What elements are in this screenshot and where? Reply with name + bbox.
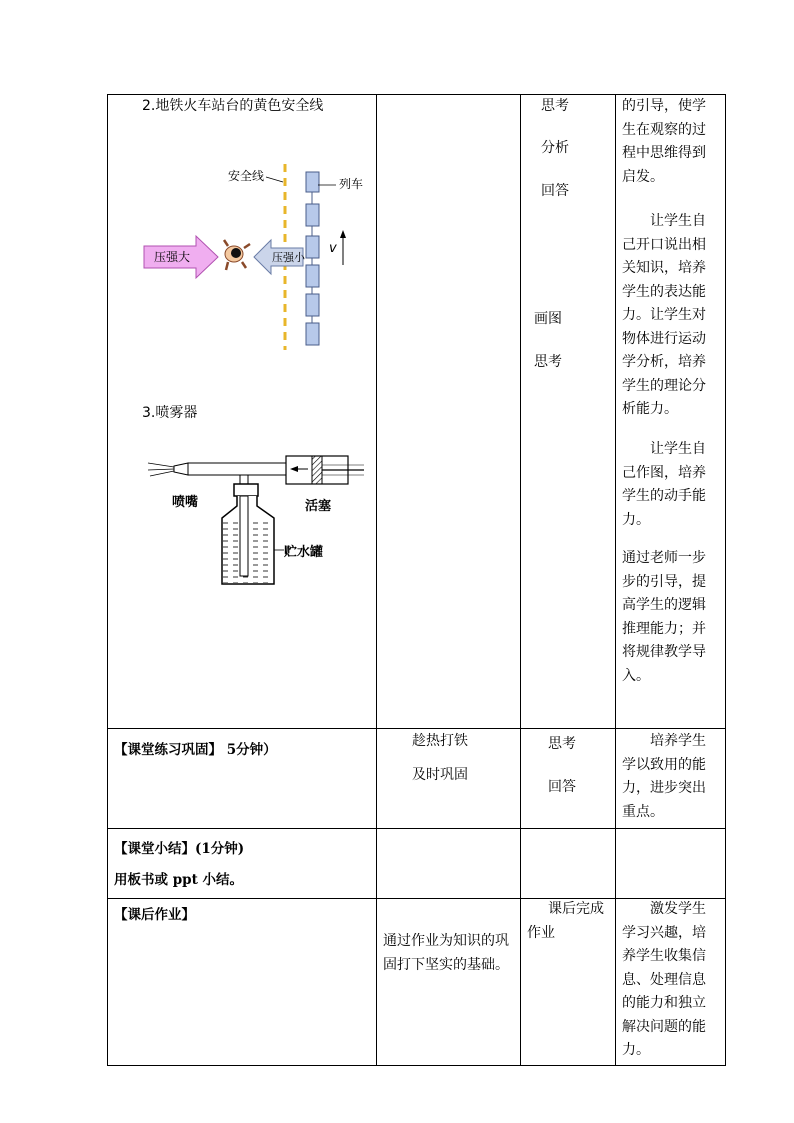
- activity-think-2: 思考: [534, 354, 562, 370]
- tank-label: 贮水罐: [284, 545, 324, 560]
- piston-label: 活塞: [305, 499, 332, 514]
- column-divider: [376, 95, 377, 1065]
- nozzle-label: 喷嘴: [172, 495, 199, 510]
- item-3-title: 3.喷雾器: [142, 405, 198, 421]
- activity-draw: 画图: [534, 311, 562, 327]
- summary-heading: 【课堂小结】(1分钟): [114, 841, 245, 857]
- design-intent-para-3: 让学生自己作图，培养学生的动手能力。: [622, 441, 706, 528]
- homework-teacher-note: 通过作业为知识的巩固打下坚实的基础。: [383, 933, 509, 973]
- train: [306, 172, 319, 345]
- item-2-title: 2.地铁火车站台的黄色安全线: [142, 98, 324, 114]
- design-intent-para-1: 的引导，使学生在观察的过程中思维得到启发。: [622, 98, 706, 185]
- practice-intent: 培养学生学以致用的能力，进步突出重点。: [622, 733, 706, 820]
- design-intent-para-2: 让学生自己开口说出相关知识，培养学生的表达能力。让学生对物体进行运动学分析，培养学生的理论分析能力。: [622, 213, 706, 417]
- spray-icon: [148, 463, 174, 476]
- activity-think: 思考: [541, 98, 569, 114]
- sprayer-diagram: [142, 448, 367, 590]
- low-pressure-label: 压强小: [272, 251, 305, 264]
- high-pressure-label: 压强大: [154, 250, 191, 264]
- safety-line-label: 安全线: [228, 169, 265, 183]
- activity-analyze: 分析: [541, 140, 569, 156]
- activity-answer: 回答: [541, 183, 569, 199]
- practice-heading: 【课堂练习巩固】 5分钟）: [114, 742, 277, 758]
- subway-safety-line-diagram: [138, 160, 370, 355]
- student-activity-answer: 回答: [548, 779, 576, 795]
- teacher-activity-strike: 趁热打铁: [412, 733, 468, 749]
- summary-method: 用板书或 ppt 小结。: [114, 872, 244, 888]
- train-label: 列车: [339, 177, 364, 191]
- homework-student-task: 课后完成作业: [527, 901, 604, 941]
- teacher-activity-consolidate: 及时巩固: [412, 767, 468, 783]
- column-divider: [520, 95, 521, 1065]
- person-icon: [224, 240, 250, 270]
- student-activity-think: 思考: [548, 736, 576, 752]
- velocity-label: v: [329, 241, 337, 256]
- homework-intent: 激发学生学习兴趣，培养学生收集信息、处理信息的能力和独立解决问题的能力。: [622, 901, 706, 1058]
- column-divider: [615, 95, 616, 1065]
- design-intent-para-4: 通过老师一步步的引导，提高学生的逻辑推理能力；并将规律教学导入。: [622, 550, 706, 684]
- homework-heading: 【课后作业】: [114, 907, 195, 923]
